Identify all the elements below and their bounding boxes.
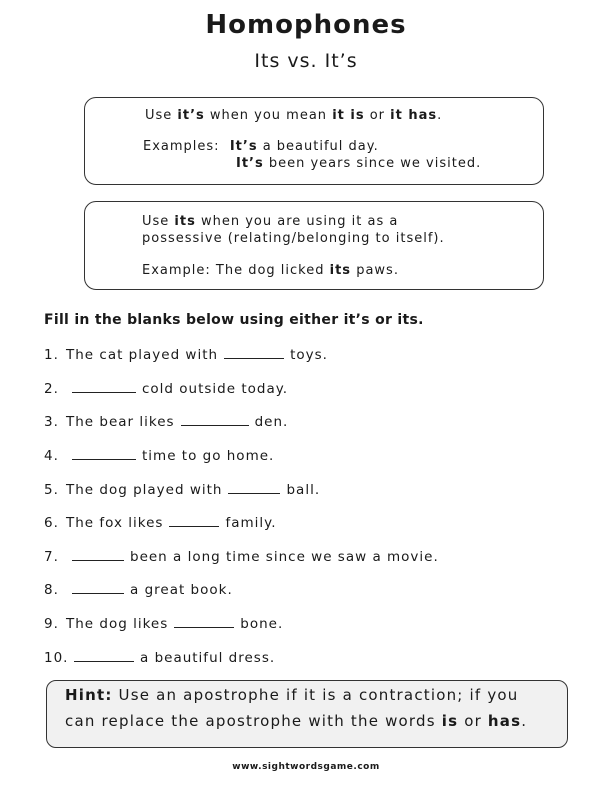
question-text-before: The cat played with <box>66 347 219 363</box>
question-text-after: den. <box>254 414 289 430</box>
example-text: been years since we visited. <box>263 156 482 171</box>
answer-blank[interactable] <box>72 447 136 460</box>
example-bold-text: It’s <box>229 139 258 154</box>
rule-text: or <box>364 108 391 123</box>
answer-blank[interactable] <box>72 581 124 594</box>
question-number: 1. <box>44 347 59 363</box>
question-4 <box>44 447 274 464</box>
question-1 <box>44 346 328 363</box>
examples-label: Examples: <box>143 139 220 154</box>
hint-text: can replace the apostrophe with the words <box>65 712 442 730</box>
question-6 <box>44 514 277 531</box>
example-text: paws. <box>351 263 399 278</box>
rule-text: Use <box>145 108 178 123</box>
rule-box-its-possessive <box>84 201 544 290</box>
examples-line-2 <box>236 156 481 171</box>
answer-blank[interactable] <box>181 413 249 426</box>
question-text-after: time to go home. <box>142 448 275 464</box>
question-number: 3. <box>44 414 59 430</box>
rule-text: when you are using it as a <box>195 214 399 229</box>
question-number: 4. <box>44 448 59 464</box>
question-number: 9. <box>44 616 59 632</box>
answer-blank[interactable] <box>74 649 134 662</box>
hint-bold-text: is <box>441 712 459 730</box>
question-3 <box>44 413 288 430</box>
question-text-after: cold outside today. <box>142 381 289 397</box>
question-number: 8. <box>44 582 59 598</box>
example-text: Example: The dog licked <box>142 263 330 278</box>
rule-text: Use <box>142 214 175 229</box>
hint-text: or <box>458 712 488 730</box>
rule-bold-text: its <box>174 214 196 229</box>
examples-line-1 <box>143 139 379 154</box>
rule-line-2: possessive (relating/belonging to itself). <box>142 231 445 246</box>
question-text-after: family. <box>225 515 277 531</box>
answer-blank[interactable] <box>174 615 234 628</box>
rule-line-1 <box>145 108 442 123</box>
question-text-after: ball. <box>286 482 321 498</box>
question-text-before: The bear likes <box>66 414 175 430</box>
rule-bold-text: it’s <box>177 108 205 123</box>
rule-example-line <box>142 263 399 278</box>
question-text-before: The dog likes <box>66 616 169 632</box>
hint-line-2 <box>65 712 527 730</box>
page-subtitle: Its vs. It’s <box>254 50 358 72</box>
question-text-after: toys. <box>290 347 328 363</box>
hint-text: . <box>521 712 528 730</box>
question-2 <box>44 380 288 397</box>
rule-text: . <box>437 108 443 123</box>
hint-text: Use an apostrophe if it is a contraction; if you <box>112 686 519 704</box>
answer-blank[interactable] <box>169 514 219 527</box>
question-7 <box>44 548 439 565</box>
question-text-after: bone. <box>240 616 284 632</box>
rule-text: when you mean <box>204 108 333 123</box>
example-bold-text: It’s <box>236 156 264 171</box>
rule-box-its-contraction <box>84 97 544 185</box>
question-number: 6. <box>44 515 59 531</box>
question-number: 5. <box>44 482 59 498</box>
hint-bold-text: has <box>487 712 522 730</box>
question-number: 7. <box>44 549 59 565</box>
question-10 <box>44 649 275 666</box>
question-number: 10. <box>44 650 69 666</box>
example-bold-text: its <box>329 263 352 278</box>
footer-website: www.sightwordsgame.com <box>232 762 380 772</box>
question-9 <box>44 615 283 632</box>
question-text-after: a beautiful dress. <box>140 650 276 666</box>
question-number: 2. <box>44 381 59 397</box>
question-8 <box>44 581 233 598</box>
question-text-before: The dog played with <box>66 482 223 498</box>
answer-blank[interactable] <box>228 481 280 494</box>
answer-blank[interactable] <box>72 548 124 561</box>
rule-bold-text: it has <box>390 108 438 123</box>
rule-line-1 <box>142 214 398 229</box>
page-title: Homophones <box>205 10 407 40</box>
hint-label: Hint: <box>65 686 113 704</box>
rule-bold-text: it is <box>332 108 365 123</box>
example-text: a beautiful day. <box>257 139 379 154</box>
hint-box <box>46 680 568 748</box>
question-text-after: been a long time since we saw a movie. <box>130 549 439 565</box>
question-text-after: a great book. <box>130 582 233 598</box>
question-text-before: The fox likes <box>66 515 164 531</box>
answer-blank[interactable] <box>224 346 284 359</box>
instructions: Fill in the blanks below using either it’s or its. <box>44 312 424 328</box>
question-5 <box>44 481 320 498</box>
hint-line-1 <box>65 686 519 704</box>
answer-blank[interactable] <box>72 380 136 393</box>
